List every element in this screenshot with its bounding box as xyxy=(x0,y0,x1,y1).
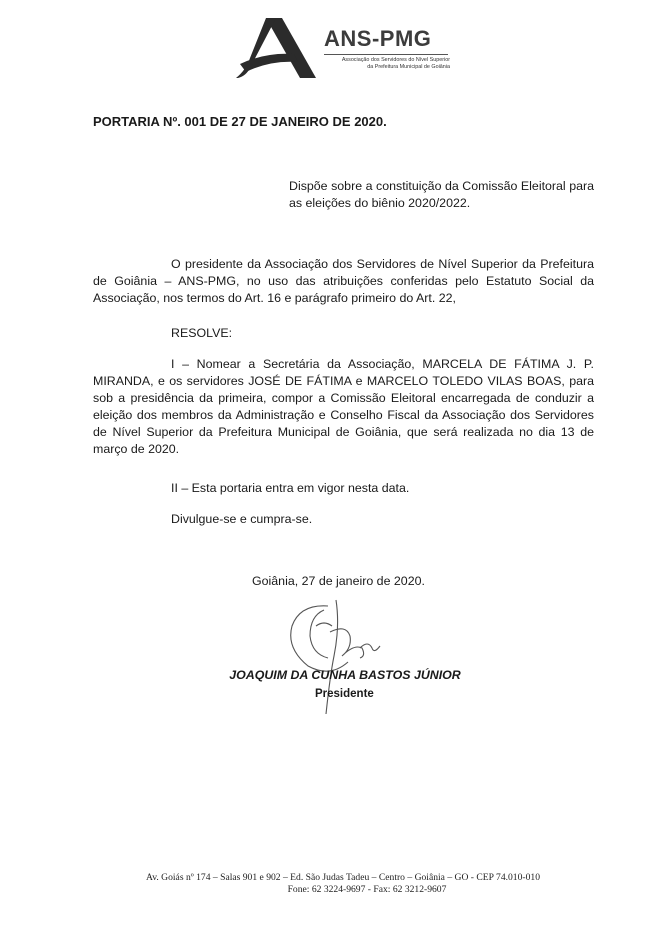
brand-name: ANS-PMG xyxy=(324,26,432,51)
preamble-paragraph: O presidente da Associação dos Servidores de Nível Superior da Prefeitura de Goiânia – ANS-PMG, no uso das atribuições conferidas pelo Estatuto Social da Associação, nos termos do Art. 16 e parágrafo primeiro do Art. 22, xyxy=(93,257,594,305)
signer-name xyxy=(0,668,662,682)
document-title: PORTARIA Nº. 001 DE 27 DE JANEIRO DE 2020. xyxy=(93,114,387,129)
resolve-heading: RESOLVE: xyxy=(171,326,233,340)
brand-subtitle-line1: Associação dos Servidores do Nível Superior xyxy=(341,57,450,63)
article-1-paragraph: I – Nomear a Secretária da Associação, MARCELA DE FÁTIMA J. P. MIRANDA, e os servidores JOSÉ DE FÁTIMA e MARCELO TOLEDO VILAS BOAS, para sob a presidência da primeira, compor a Comissão Eleitoral encarregada de conduzir a eleição dos membros da Administração e Conselho Fiscal da Associação dos Servidores de Nível Superior da Prefeitura Municipal de Goiânia, que será realizada no dia 13 de março de 2020. xyxy=(93,357,594,456)
header-logo xyxy=(236,16,456,92)
closing-paragraph: Divulgue-se e cumpra-se. xyxy=(171,512,313,526)
brand-divider xyxy=(324,54,448,55)
place-date: Goiânia, 27 de janeiro de 2020. xyxy=(252,574,425,588)
brand-subtitle-line2: da Prefeitura Municipal de Goiânia xyxy=(367,64,450,70)
footer-address: Av. Goiás nº 174 – Salas 901 e 902 – Ed. São Judas Tadeu – Centro – Goiânia – GO - CEP 74.010-010 xyxy=(145,872,540,883)
logo-a-icon xyxy=(236,18,320,80)
brand-subtitle xyxy=(322,57,450,71)
signer-name-text: JOAQUIM DA CUNHA BASTOS JÚNIOR xyxy=(229,668,461,682)
footer-phones: Fone: 62 3224-9697 - Fax: 62 3212-9607 xyxy=(287,884,447,895)
article-2-paragraph: II – Esta portaria entra em vigor nesta data. xyxy=(171,481,410,495)
signer-role: Presidente xyxy=(315,688,374,700)
ementa: Dispõe sobre a constituição da Comissão Eleitoral para as eleições do biênio 2020/2022. xyxy=(289,179,594,210)
footer xyxy=(0,872,662,896)
